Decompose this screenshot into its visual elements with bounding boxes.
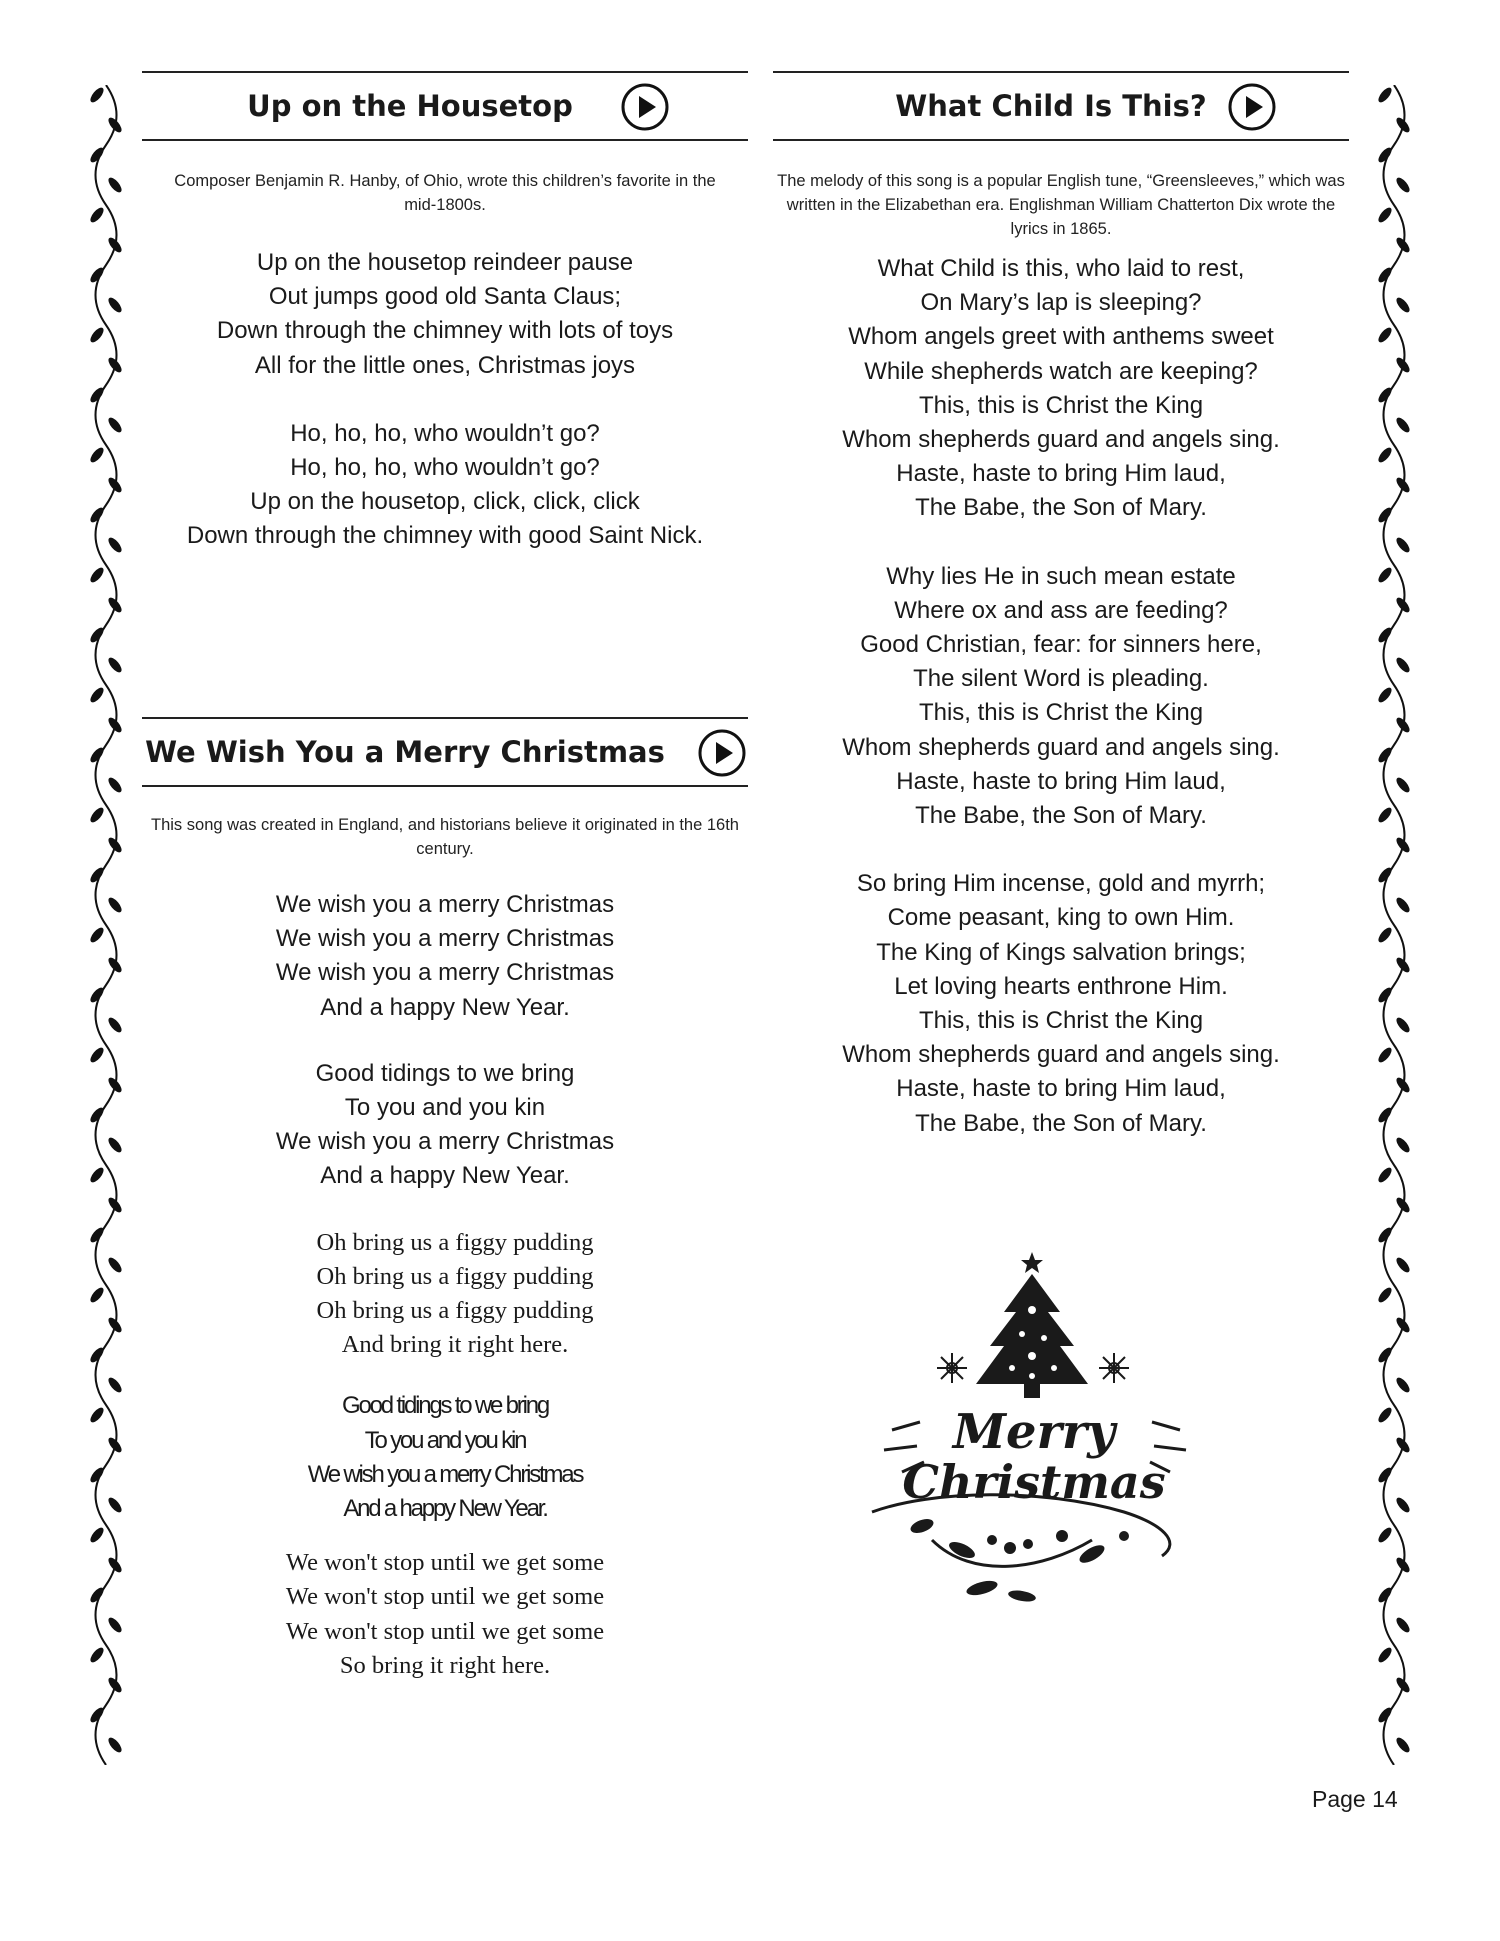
vine-leaf — [1394, 1556, 1412, 1575]
lyric-line: Come peasant, king to own Him. — [887, 904, 1235, 932]
song-housetop — [142, 63, 748, 554]
vine-leaf — [1376, 1286, 1394, 1305]
vine-leaf — [106, 1256, 124, 1275]
vine-leaf — [106, 476, 124, 495]
stanza — [142, 246, 748, 383]
lyric-line: Haste, haste to bring Him laud, — [896, 460, 1226, 488]
vine-leaf — [88, 1406, 106, 1425]
song-what-child — [773, 63, 1349, 1141]
song-title: What Child Is This? — [895, 89, 1207, 123]
vine-leaf — [1394, 956, 1412, 975]
vine-leaf — [1394, 896, 1412, 915]
art-word: Merry — [952, 1404, 1116, 1460]
vine-leaf — [106, 1196, 124, 1215]
song-title: Up on the Housetop — [247, 89, 573, 123]
stanza — [142, 417, 748, 554]
lyric-line: Whom shepherds guard and angels sing. — [842, 733, 1280, 761]
vine-leaf — [106, 596, 124, 615]
play-icon[interactable] — [1227, 82, 1277, 132]
lyric-line: Oh bring us a figgy pudding — [316, 1297, 594, 1325]
vine-leaf — [1394, 1376, 1412, 1395]
vine-leaf — [88, 326, 106, 345]
lyric-line: Ho, ho, ho, who wouldn’t go? — [290, 419, 600, 447]
page-number: Page 14 — [1312, 1786, 1398, 1812]
stanza — [142, 1546, 748, 1683]
vine-leaf — [88, 1526, 106, 1545]
lyric-line: We wish you a merry Christmas — [307, 1460, 583, 1488]
lyric-line: And a happy New Year. — [343, 1495, 547, 1523]
lyric-line: While shepherds watch are keeping? — [864, 357, 1258, 385]
lyric-line: Where ox and ass are feeding? — [894, 596, 1228, 624]
vine-leaf — [106, 896, 124, 915]
vine-leaf — [88, 1166, 106, 1185]
vine-leaf — [1394, 1316, 1412, 1335]
christmas-tree-icon — [976, 1252, 1088, 1398]
lyric-line: We won't stop until we get some — [285, 1549, 605, 1577]
lyric-line: We wish you a merry Christmas — [275, 925, 615, 953]
vine-leaf — [1394, 1496, 1412, 1515]
vine-leaf — [88, 926, 106, 945]
decorative-dots — [909, 1516, 1129, 1603]
vine-leaf — [1376, 926, 1394, 945]
stanza — [773, 560, 1349, 834]
lyric-line: And bring it right here. — [341, 1331, 569, 1359]
lyric-line: This, this is Christ the King — [918, 391, 1204, 419]
lyric-line: This, this is Christ the King — [918, 699, 1204, 727]
stanza — [142, 1226, 748, 1363]
vine-leaf — [88, 86, 106, 105]
lyric-line: And a happy New Year. — [320, 993, 570, 1021]
song-intro: The melody of this song is a popular English tune, “Greensleeves,” which was written in the Elizabethan era. Englishman William Chatterton Dix wrote the lyrics in 1865. — [777, 172, 1345, 238]
vine-leaf — [88, 1286, 106, 1305]
vine-leaf — [106, 1496, 124, 1515]
vine-leaf — [88, 446, 106, 465]
vine-leaf — [106, 1736, 124, 1755]
vine-leaf — [106, 176, 124, 195]
lyric-line: Why lies He in such mean estate — [886, 562, 1236, 590]
lyric-line: Up on the housetop, click, click, click — [250, 488, 640, 516]
lyric-line: Haste, haste to bring Him laud, — [896, 1075, 1226, 1103]
song-header — [142, 717, 748, 787]
vine-leaf — [1376, 1526, 1394, 1545]
vine-leaf — [106, 656, 124, 675]
vine-leaf — [1394, 1676, 1412, 1695]
vine-leaf — [88, 1046, 106, 1065]
lyric-line: The Babe, the Son of Mary. — [915, 494, 1207, 522]
play-icon[interactable] — [697, 728, 747, 778]
song-intro: Composer Benjamin R. Hanby, of Ohio, wrote this children’s favorite in the mid-1800s. — [174, 172, 716, 214]
vine-leaf — [88, 806, 106, 825]
vine-leaf — [1394, 656, 1412, 675]
merry-christmas-artwork — [862, 1250, 1202, 1610]
vine-leaf — [1376, 566, 1394, 585]
vine-leaf — [1376, 206, 1394, 225]
play-icon[interactable] — [620, 82, 670, 132]
lyric-line: Good tidings to we bring — [315, 1059, 575, 1087]
lyric-line: We wish you a merry Christmas — [275, 959, 615, 987]
stanza — [142, 1057, 748, 1194]
vine-leaf — [1376, 686, 1394, 705]
vine-leaf — [106, 1076, 124, 1095]
lyric-line: We wish you a merry Christmas — [275, 1128, 615, 1156]
lyric-line: We won't stop until we get some — [285, 1583, 605, 1611]
vine-leaf — [88, 1646, 106, 1665]
vine-leaf — [88, 686, 106, 705]
vine-leaf — [1394, 596, 1412, 615]
lyric-line: Down through the chimney with lots of toys — [216, 317, 674, 345]
vine-leaf — [1376, 806, 1394, 825]
lyric-line: On Mary’s lap is sleeping? — [920, 289, 1202, 317]
vine-leaf — [1394, 356, 1412, 375]
song-title: We Wish You a Merry Christmas — [145, 735, 665, 769]
song-header — [142, 71, 748, 141]
vine-leaf — [106, 1316, 124, 1335]
vine-leaf — [1394, 1256, 1412, 1275]
vine-leaf — [1376, 326, 1394, 345]
left-vine-border — [86, 85, 126, 1765]
lyric-line: The Babe, the Son of Mary. — [915, 802, 1207, 830]
lyric-line: Oh bring us a figgy pudding — [316, 1262, 594, 1290]
vine-leaf — [1394, 536, 1412, 555]
vine-leaf — [1376, 446, 1394, 465]
song-merry-christmas — [142, 709, 748, 1683]
vine-leaf — [106, 776, 124, 795]
vine-leaf — [106, 1016, 124, 1035]
song-intro: This song was created in England, and historians believe it originated in the 16th century. — [151, 816, 739, 858]
vine-leaf — [1394, 1736, 1412, 1755]
lyric-line: Oh bring us a figgy pudding — [316, 1228, 594, 1256]
vine-leaf — [106, 1376, 124, 1395]
vine-leaf — [1394, 236, 1412, 255]
vine-leaf — [88, 206, 106, 225]
vine-leaf — [106, 236, 124, 255]
lyric-line: So bring it right here. — [339, 1651, 551, 1679]
vine-leaf — [88, 566, 106, 585]
stanza — [142, 888, 748, 1025]
stanza — [773, 252, 1349, 526]
lyric-line: All for the little ones, Christmas joys — [254, 351, 636, 379]
vine-leaf — [1394, 1616, 1412, 1635]
lyric-line: Whom shepherds guard and angels sing. — [842, 1041, 1280, 1069]
lyric-line: Up on the housetop reindeer pause — [256, 249, 634, 276]
lyric-line: We wish you a merry Christmas — [275, 891, 615, 918]
vine-leaf — [106, 836, 124, 855]
lyric-line: The silent Word is pleading. — [913, 665, 1209, 693]
right-vine-border — [1374, 85, 1414, 1765]
stanza — [773, 867, 1349, 1141]
song-header — [773, 71, 1349, 141]
vine-leaf — [1394, 416, 1412, 435]
vine-leaf — [1376, 1406, 1394, 1425]
vine-leaf — [106, 536, 124, 555]
vine-leaf — [106, 116, 124, 135]
vine-leaf — [1394, 716, 1412, 735]
vine-leaf — [106, 296, 124, 315]
vine-leaf — [1394, 1196, 1412, 1215]
lyric-line: We won't stop until we get some — [285, 1617, 605, 1645]
vine-leaf — [1394, 1136, 1412, 1155]
vine-leaf — [1394, 476, 1412, 495]
vine-leaf — [1394, 296, 1412, 315]
lyric-line: This, this is Christ the King — [918, 1007, 1204, 1035]
lyric-line: The Babe, the Son of Mary. — [915, 1109, 1207, 1137]
stanza — [142, 1389, 748, 1526]
lyric-line: The King of Kings salvation brings; — [876, 938, 1246, 966]
lyric-line: Good tidings to we bring — [341, 1392, 549, 1420]
lyric-line: Out jumps good old Santa Claus; — [268, 283, 622, 311]
vine-leaf — [1376, 1046, 1394, 1065]
vine-leaf — [1376, 1166, 1394, 1185]
lyric-line: To you and you kin — [344, 1094, 546, 1122]
vine-leaf — [106, 356, 124, 375]
lyric-line: Let loving hearts enthrone Him. — [894, 972, 1228, 1000]
lyric-line: So bring Him incense, gold and myrrh; — [856, 870, 1266, 898]
lyric-line: Down through the chimney with good Saint Nick. — [186, 522, 704, 550]
vine-leaf — [1394, 1436, 1412, 1455]
vine-leaf — [106, 1436, 124, 1455]
vine-leaf — [1394, 836, 1412, 855]
art-word: Christmas — [902, 1455, 1166, 1509]
vine-leaf — [106, 956, 124, 975]
lyric-line: What Child is this, who laid to rest, — [877, 255, 1245, 282]
vine-leaf — [1394, 176, 1412, 195]
lyric-line: To you and you kin — [364, 1426, 526, 1454]
vine-leaf — [106, 1136, 124, 1155]
vine-leaf — [1376, 1646, 1394, 1665]
vine-leaf — [106, 416, 124, 435]
vine-leaf — [106, 1616, 124, 1635]
lyric-line: Good Christian, fear: for sinners here, — [860, 631, 1262, 659]
vine-leaf — [1376, 86, 1394, 105]
vine-leaf — [106, 1676, 124, 1695]
lyric-line: And a happy New Year. — [320, 1162, 570, 1190]
lyric-line: Haste, haste to bring Him laud, — [896, 767, 1226, 795]
vine-leaf — [1394, 776, 1412, 795]
lyric-line: Whom angels greet with anthems sweet — [848, 323, 1274, 351]
vine-leaf — [106, 1556, 124, 1575]
vine-leaf — [106, 716, 124, 735]
lyric-line: Whom shepherds guard and angels sing. — [842, 426, 1280, 454]
vine-leaf — [1394, 116, 1412, 135]
lyric-line: Ho, ho, ho, who wouldn’t go? — [290, 454, 600, 482]
vine-leaf — [1394, 1016, 1412, 1035]
vine-leaf — [1394, 1076, 1412, 1095]
